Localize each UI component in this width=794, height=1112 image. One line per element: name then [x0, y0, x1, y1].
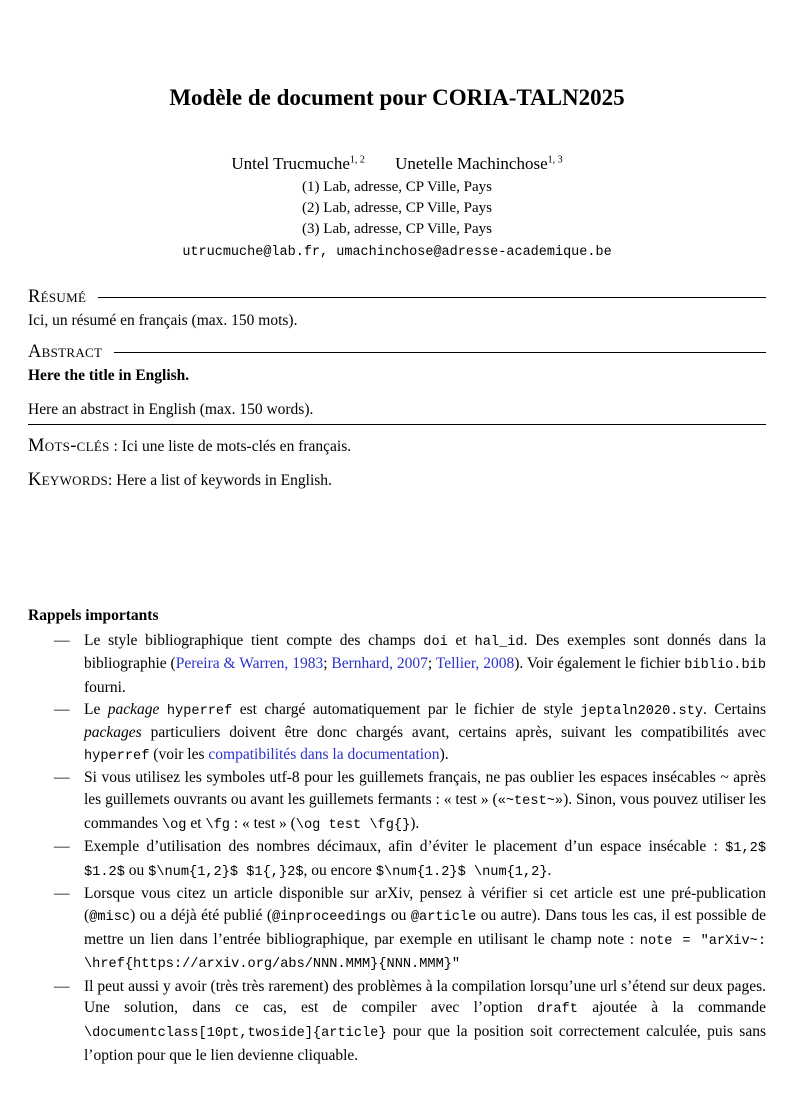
motscles-separator: :: [109, 437, 122, 455]
text-link[interactable]: Pereira & Warren, 1983: [175, 655, 324, 673]
item-text: [84, 976, 766, 1066]
author: [231, 154, 365, 173]
text-run: Il peut aussi y avoir (très très rarement) des problèmes à la compilation lorsqu’une url s’étend sur deux pages. Une solution, dans ce cas, est de compiler avec l’option: [84, 977, 766, 1017]
text-run: . Certains: [703, 700, 766, 718]
inline-code: @misc: [89, 909, 131, 925]
inline-code: \og: [161, 817, 187, 833]
affiliations-block: [28, 177, 766, 240]
text-run: particuliers doivent être donc chargés avant, certains après, suivant les compatibilités avec: [141, 724, 766, 742]
text-run: Le: [84, 700, 108, 718]
item-dash-marker: —: [54, 885, 70, 903]
text-run: ou: [124, 861, 149, 879]
item-text: [84, 836, 766, 883]
inline-code: $\num{1,2}$ $1{,}2$: [148, 864, 304, 880]
item-text: [84, 767, 766, 836]
text-run: fourni.: [84, 679, 126, 697]
text-run: ). Voir également le fichier: [514, 655, 685, 673]
text-link[interactable]: compatibilités dans la documentation: [208, 745, 440, 763]
italic-text: package: [107, 700, 160, 718]
inline-code: \fg: [205, 817, 230, 833]
affiliation-line: (3) Lab, adresse, CP Ville, Pays: [302, 220, 492, 237]
text-link[interactable]: Tellier, 2008: [435, 655, 515, 673]
text-run: ). Sinon, vous pouvez utiliser les commandes: [84, 791, 766, 832]
heading-rule: [114, 352, 766, 353]
reminders-list: [54, 630, 766, 1066]
inline-code: note = "arXiv~: \href{https://arxiv.org/abs/NNN.MMM}{NNN.MMM}": [84, 933, 766, 973]
text-run: Lorsque vous citez un article disponible sur arXiv, pensez à vérifier si cet article est une pré-publication (: [84, 885, 766, 924]
inline-code: draft: [537, 1002, 578, 1018]
author-name: Untel Trucmuche: [231, 153, 350, 173]
text-run: Le style bibliographique tient compte des champs: [84, 631, 424, 649]
motscles-body: Ici une liste de mots-clés en français.: [121, 437, 352, 455]
text-run: ;: [323, 655, 332, 673]
inline-code: doi: [423, 634, 448, 650]
italic-text: packages: [84, 724, 142, 742]
item-dash-marker: —: [54, 700, 70, 718]
inline-code: jeptaln2020.sty: [580, 703, 704, 719]
text-run: . Des exemples sont donnés dans la bibliographie (: [84, 631, 766, 673]
inline-code: @inproceedings: [272, 909, 387, 925]
paper-title: Modèle de document pour CORIA-TALN2025: [169, 85, 625, 110]
item-dash-marker: —: [54, 631, 70, 649]
list-item: [54, 767, 766, 836]
text-run: Si vous utilisez les symboles utf-8 pour les guillemets français, ne pas oublier les espaces insécables ~ après les guillemets ouvrants ou avant les guillemets fermants : « test » (: [84, 769, 766, 808]
affiliation-line: (1) Lab, adresse, CP Ville, Pays: [302, 178, 492, 195]
author-name: Unetelle Machinchose: [395, 153, 548, 173]
abstract-heading: [28, 340, 766, 364]
vertical-spacer: [28, 493, 766, 605]
item-dash-marker: —: [54, 977, 70, 995]
item-dash-marker: —: [54, 769, 70, 787]
item-text: [84, 699, 766, 768]
text-run: .: [547, 861, 552, 879]
text-run: ;: [427, 655, 436, 673]
inline-code: hal_id: [474, 634, 524, 650]
item-text: [84, 630, 766, 699]
text-run: ajoutée à la commande: [577, 999, 766, 1017]
inline-code: hyperref: [84, 748, 150, 764]
abstract-section: [28, 340, 766, 425]
keywords-line: [28, 468, 766, 493]
heading-rule: [98, 297, 766, 298]
text-run: et: [186, 814, 206, 832]
inline-code: \og test \fg{}: [295, 817, 411, 833]
inline-code: «~test~»: [497, 794, 564, 809]
motscles-label: Mots-clés: [28, 435, 110, 456]
motscles-line: [28, 434, 766, 459]
inline-code: \documentclass[10pt,twoside]{article}: [84, 1025, 387, 1041]
text-run: ou: [386, 906, 411, 924]
text-link[interactable]: Bernhard, 2007: [331, 655, 428, 673]
inline-code: @article: [410, 909, 477, 925]
reminders-heading: Rappels importants: [28, 606, 159, 624]
item-dash-marker: —: [54, 838, 70, 856]
text-run: Exemple d’utilisation des nombres décimaux, afin d’éviter le placement d’un espace insécable :: [84, 838, 726, 856]
abstract-english-title: Here the title in English.: [28, 366, 190, 384]
text-run: : « test » (: [229, 814, 296, 832]
item-text: [84, 883, 766, 975]
text-run: , ou encore: [303, 861, 376, 879]
authors-line: [28, 153, 766, 175]
affiliation-line: (2) Lab, adresse, CP Ville, Pays: [302, 199, 492, 216]
author-affiliation-marks: 1, 3: [547, 154, 563, 166]
list-item: [54, 630, 766, 699]
resume-heading: [28, 285, 766, 309]
resume-section: [28, 285, 766, 332]
inline-code: $1,2$ $1.2$: [84, 841, 766, 880]
emails-line: utrucmuche@lab.fr, umachinchose@adresse-academique.be: [182, 244, 612, 260]
text-run: et: [447, 631, 475, 649]
text-run: ) ou a déjà été publié (: [130, 906, 273, 924]
abstract-label: Abstract: [28, 341, 103, 362]
text-run: ou autre). Dans tous les cas, il est possible de mettre un lien dans l’entrée bibliographique, par exemple en utilisant le champ note :: [84, 906, 767, 948]
resume-label: Résumé: [28, 286, 87, 307]
list-item: [54, 976, 766, 1066]
text-run: ).: [410, 814, 420, 832]
text-run: ).: [439, 745, 449, 763]
keywords-label: Keywords: [28, 469, 109, 490]
abstract-body: Here an abstract in English (max. 150 words).: [28, 399, 766, 425]
text-run: est chargé automatiquement par le fichier de style: [232, 700, 581, 718]
inline-code: hyperref: [166, 703, 233, 719]
list-item: [54, 883, 766, 975]
keywords-body: Here a list of keywords in English.: [116, 471, 332, 489]
text-run: pour que la position soit correctement calculée, puis sans l’option pour que le lien devienne cliquable.: [84, 1022, 766, 1064]
list-item: [54, 699, 766, 768]
list-item: [54, 836, 766, 883]
keywords-separator: :: [108, 471, 117, 489]
resume-body: Ici, un résumé en français (max. 150 mots).: [28, 311, 298, 329]
inline-code: $\num{1.2}$ \num{1,2}: [375, 864, 548, 880]
text-run: (voir les: [149, 745, 209, 763]
text-run: [159, 701, 166, 718]
author: [395, 154, 562, 173]
author-affiliation-marks: 1, 2: [349, 154, 365, 166]
inline-code: biblio.bib: [684, 658, 766, 674]
